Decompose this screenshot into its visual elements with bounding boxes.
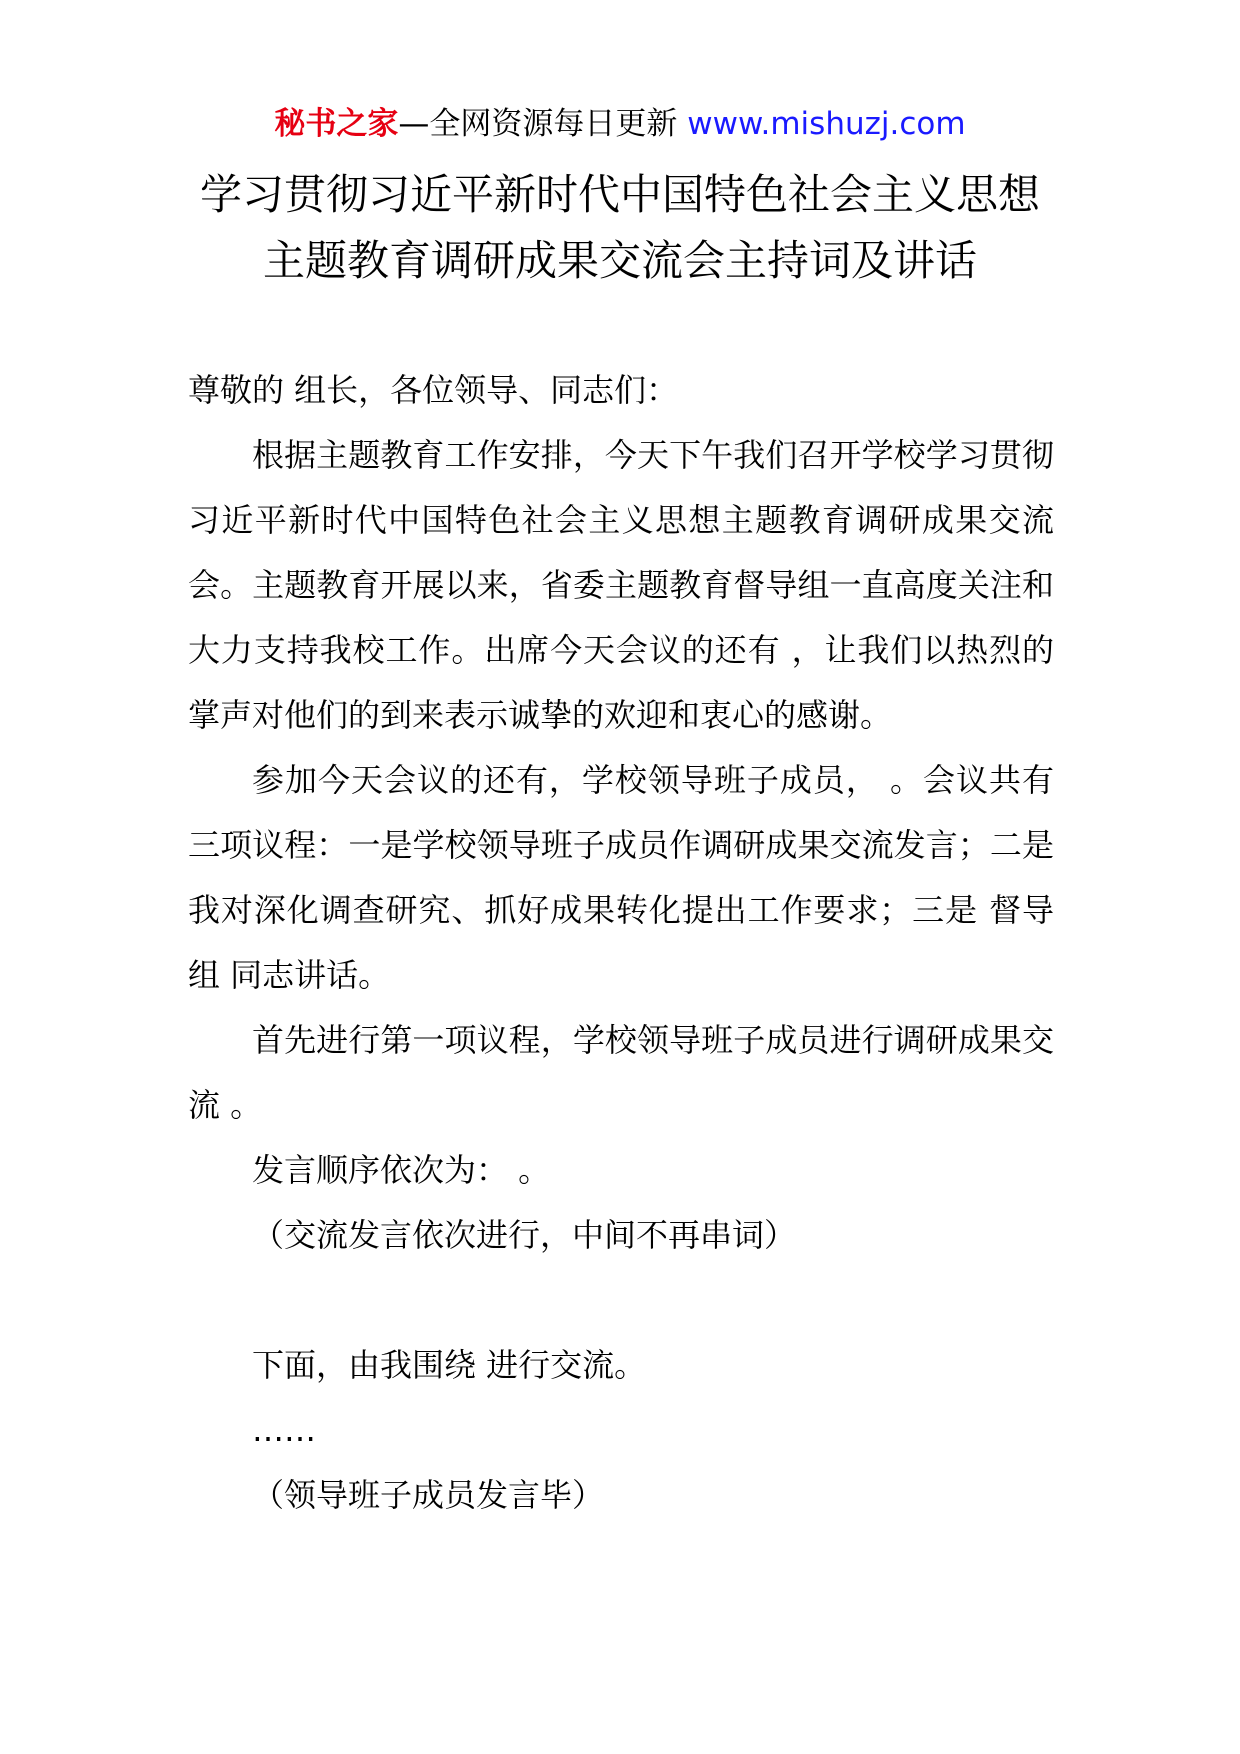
salutation: 尊敬的 组长，各位领导、同志们：: [188, 371, 679, 409]
site-brand: 秘书之家: [274, 106, 399, 142]
title-line-1: 学习贯彻习近平新时代中国特色社会主义思想: [199, 170, 1040, 219]
paragraph-my-exchange: 下面，由我围绕 进行交流。: [252, 1346, 647, 1384]
paragraph-agenda: 参加今天会议的还有，学校领导班子成员， 。会议共有三项议程：一是学校领导班子成员作调研成果交流发言；二是我对深化调查研究、抓好成果转化提出工作要求；三是 督导组 同志讲话。: [188, 761, 1054, 994]
site-tagline: —全网资源每日更新: [398, 106, 688, 142]
site-url-link[interactable]: www.mishuzj.com: [687, 106, 966, 142]
paragraph-speaking-order: 发言顺序依次为： 。: [252, 1151, 551, 1189]
paragraph-note-exchange: （交流发言依次进行，中间不再串词）: [252, 1216, 797, 1254]
paragraph-ellipsis: ……: [252, 1411, 316, 1449]
paragraph-note-end: （领导班子成员发言毕）: [252, 1476, 605, 1514]
title-line-2: 主题教育调研成果交流会主持词及讲话: [262, 236, 977, 285]
blank-line: [188, 1268, 1054, 1333]
paragraph-first-item: 首先进行第一项议程，学校领导班子成员进行调研成果交流 。: [188, 1021, 1054, 1124]
site-header: [0, 100, 1240, 148]
document-body: [188, 358, 1054, 1528]
paragraph-opening: 根据主题教育工作安排，今天下午我们召开学校学习贯彻习近平新时代中国特色社会主义思想主题教育调研成果交流会。主题教育开展以来，省委主题教育督导组一直高度关注和大力支持我校工作。出席今天会议的还有 ，让我们以热烈的掌声对他们的到来表示诚挚的欢迎和衷心的感谢。: [188, 436, 1054, 734]
document-title: [0, 162, 1240, 294]
